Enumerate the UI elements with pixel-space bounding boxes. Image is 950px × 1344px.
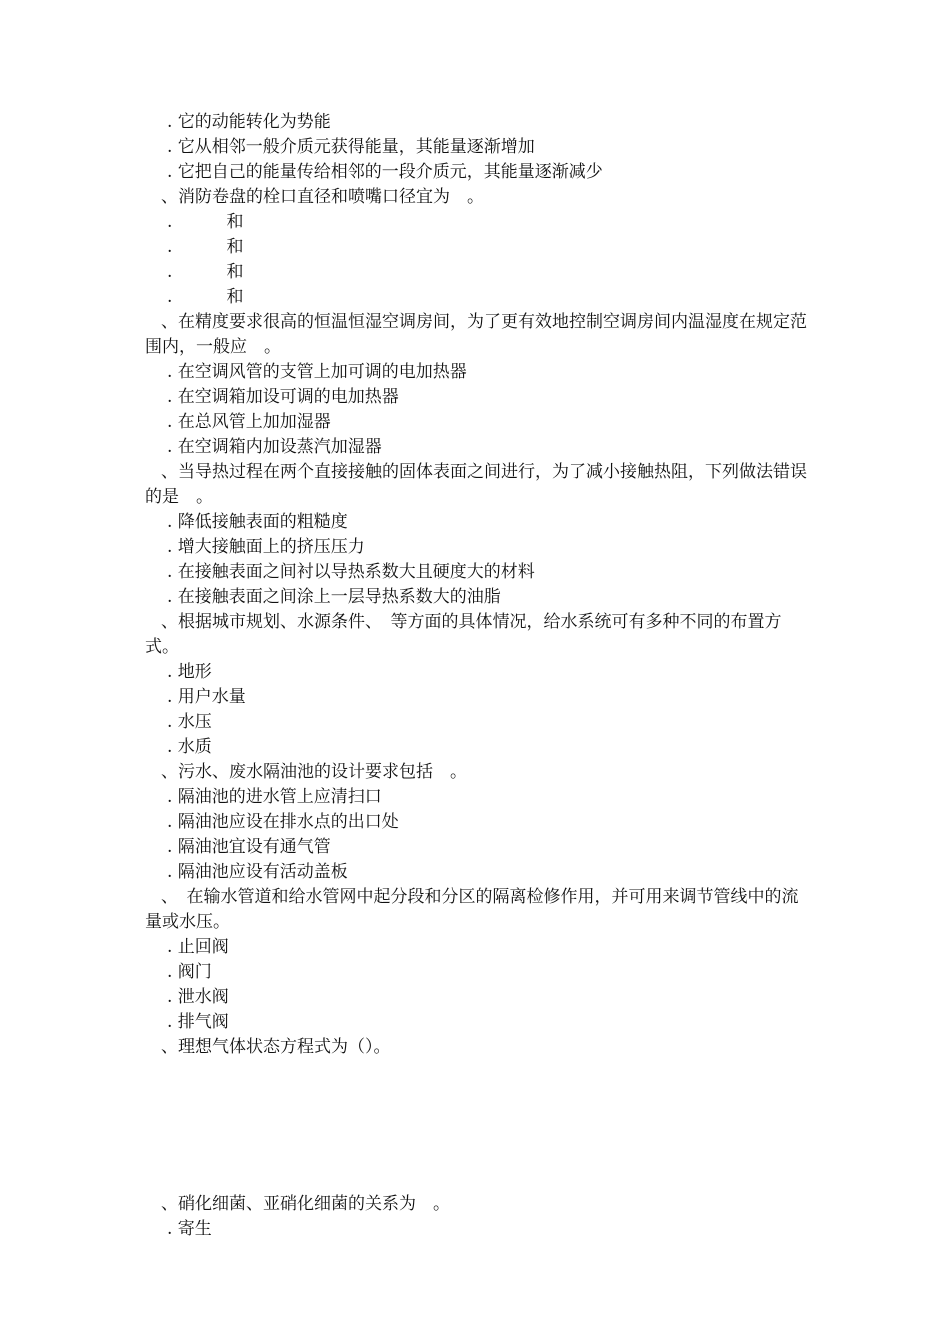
answer-option: . 水质 [167, 737, 212, 757]
answer-option: . 隔油池应设在排水点的出口处 [167, 812, 399, 832]
answer-option: . 在空调风管的支管上加可调的电加热器 [167, 362, 467, 382]
answer-option: . 和 [167, 237, 244, 257]
answer-option: . 在总风管上加加湿器 [167, 412, 331, 432]
answer-option: . 泄水阀 [167, 987, 229, 1007]
answer-option: . 和 [167, 287, 244, 307]
answer-option: . 隔油池应设有活动盖板 [167, 862, 348, 882]
answer-option: . 隔油池宜设有通气管 [167, 837, 331, 857]
answer-option: . 寄生 [167, 1219, 212, 1239]
question-text: 、消防卷盘的栓口直径和喷嘴口径宜为 。 [161, 187, 484, 207]
question-text: 、污水、废水隔油池的设计要求包括 。 [161, 762, 467, 782]
question-text: 、根据城市规划、水源条件、 等方面的具体情况，给水系统可有多种不同的布置方式。 [145, 612, 782, 657]
formula-blank-area [145, 1077, 815, 1175]
document-body [145, 110, 815, 1242]
answer-option: . 它从相邻一般介质元获得能量，其能量逐渐增加 [167, 137, 535, 157]
answer-option: . 止回阀 [167, 937, 229, 957]
answer-option: . 排气阀 [167, 1012, 229, 1032]
answer-option: . 阀门 [167, 962, 212, 982]
answer-option: . 隔油池的进水管上应清扫口 [167, 787, 382, 807]
answer-option: . 它把自己的能量传给相邻的一段介质元，其能量逐渐减少 [167, 162, 603, 182]
question-text: 、当导热过程在两个直接接触的固体表面之间进行，为了减小接触热阻，下列做法错误的是 。 [145, 462, 807, 507]
answer-option: . 降低接触表面的粗糙度 [167, 512, 348, 532]
question-text: 、 在输水管道和给水管网中起分段和分区的隔离检修作用，并可用来调节管线中的流量或水压。 [145, 887, 799, 932]
question-text: 、理想气体状态方程式为（）。 [161, 1037, 391, 1057]
question-text: 、硝化细菌、亚硝化细菌的关系为 。 [161, 1194, 450, 1214]
answer-option: . 在空调箱加设可调的电加热器 [167, 387, 399, 407]
question-text: 、在精度要求很高的恒温恒湿空调房间，为了更有效地控制空调房间内温湿度在规定范围内，一般应 。 [145, 312, 807, 357]
answer-option: . 在空调箱内加设蒸汽加湿器 [167, 437, 382, 457]
answer-option: . 水压 [167, 712, 212, 732]
answer-option: . 它的动能转化为势能 [167, 112, 331, 132]
answer-option: . 增大接触面上的挤压压力 [167, 537, 365, 557]
answer-option: . 地形 [167, 662, 212, 682]
answer-option: . 在接触表面之间涂上一层导热系数大的油脂 [167, 587, 501, 607]
answer-option: . 在接触表面之间衬以导热系数大且硬度大的材料 [167, 562, 535, 582]
answer-option: . 用户水量 [167, 687, 246, 707]
answer-option: . 和 [167, 212, 244, 232]
answer-option: . 和 [167, 262, 244, 282]
